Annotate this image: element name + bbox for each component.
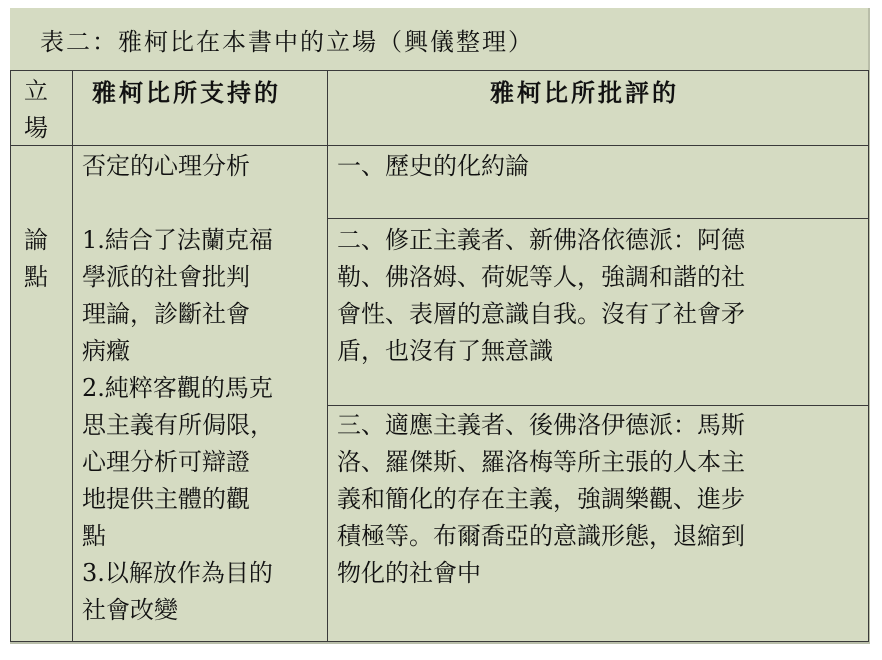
block-line: 義和簡化的存在主義，強調樂觀、進步	[337, 485, 745, 513]
block-line: 一、歷史的化約論	[337, 152, 529, 180]
table-title: 表二：雅柯比在本書中的立場（興儀整理）	[40, 28, 534, 56]
criticized-divider-2	[327, 405, 868, 406]
block-line: 積極等。布爾喬亞的意識形態，退縮到	[337, 522, 745, 550]
block-line: 物化的社會中	[337, 559, 481, 587]
table-left-border	[10, 70, 11, 642]
header-criticized: 雅柯比所批評的	[490, 78, 679, 107]
block-line: 勒、佛洛姆、荷妮等人，強調和諧的社	[337, 263, 745, 291]
block-line: 洛、羅傑斯、羅洛梅等所主張的人本主	[337, 448, 745, 476]
block-line: 二、修正主義者、新佛洛依德派：阿德	[337, 226, 745, 254]
list-item: 2.純粹客觀的馬克	[82, 374, 273, 402]
header-divider	[10, 145, 868, 146]
stance-column-divider	[72, 70, 73, 642]
list-item: 理論，診斷社會	[82, 300, 250, 328]
block-line: 盾，也沒有了無意識	[337, 337, 553, 365]
list-item: 病癥	[82, 337, 130, 365]
table-bottom-border	[10, 641, 868, 642]
list-item: 地提供主體的觀	[82, 485, 250, 513]
header-supported: 雅柯比所支持的	[92, 78, 281, 107]
list-item: 思主義有所侷限，	[82, 411, 274, 439]
row-label-2: 點	[24, 263, 48, 291]
criticized-divider-1	[327, 218, 868, 219]
list-item: 3.以解放作為目的	[82, 559, 273, 587]
row-label-1: 論	[24, 226, 48, 254]
supported-column-divider	[327, 70, 328, 642]
header-stance-2: 場	[24, 114, 48, 142]
list-item: 心理分析可辯證	[82, 448, 250, 476]
list-item: 學派的社會批判	[82, 263, 250, 291]
list-item: 1.結合了法蘭克福	[82, 226, 273, 254]
block-line: 會性、表層的意識自我。沒有了社會矛	[337, 300, 745, 328]
list-item: 否定的心理分析	[82, 152, 250, 180]
header-stance-1: 立	[24, 77, 48, 105]
table-top-border	[10, 70, 868, 71]
block-line: 三、適應主義者、後佛洛伊德派：馬斯	[337, 411, 745, 439]
table-right-border	[868, 70, 869, 642]
list-item: 點	[82, 522, 106, 550]
list-item: 社會改變	[82, 596, 178, 624]
